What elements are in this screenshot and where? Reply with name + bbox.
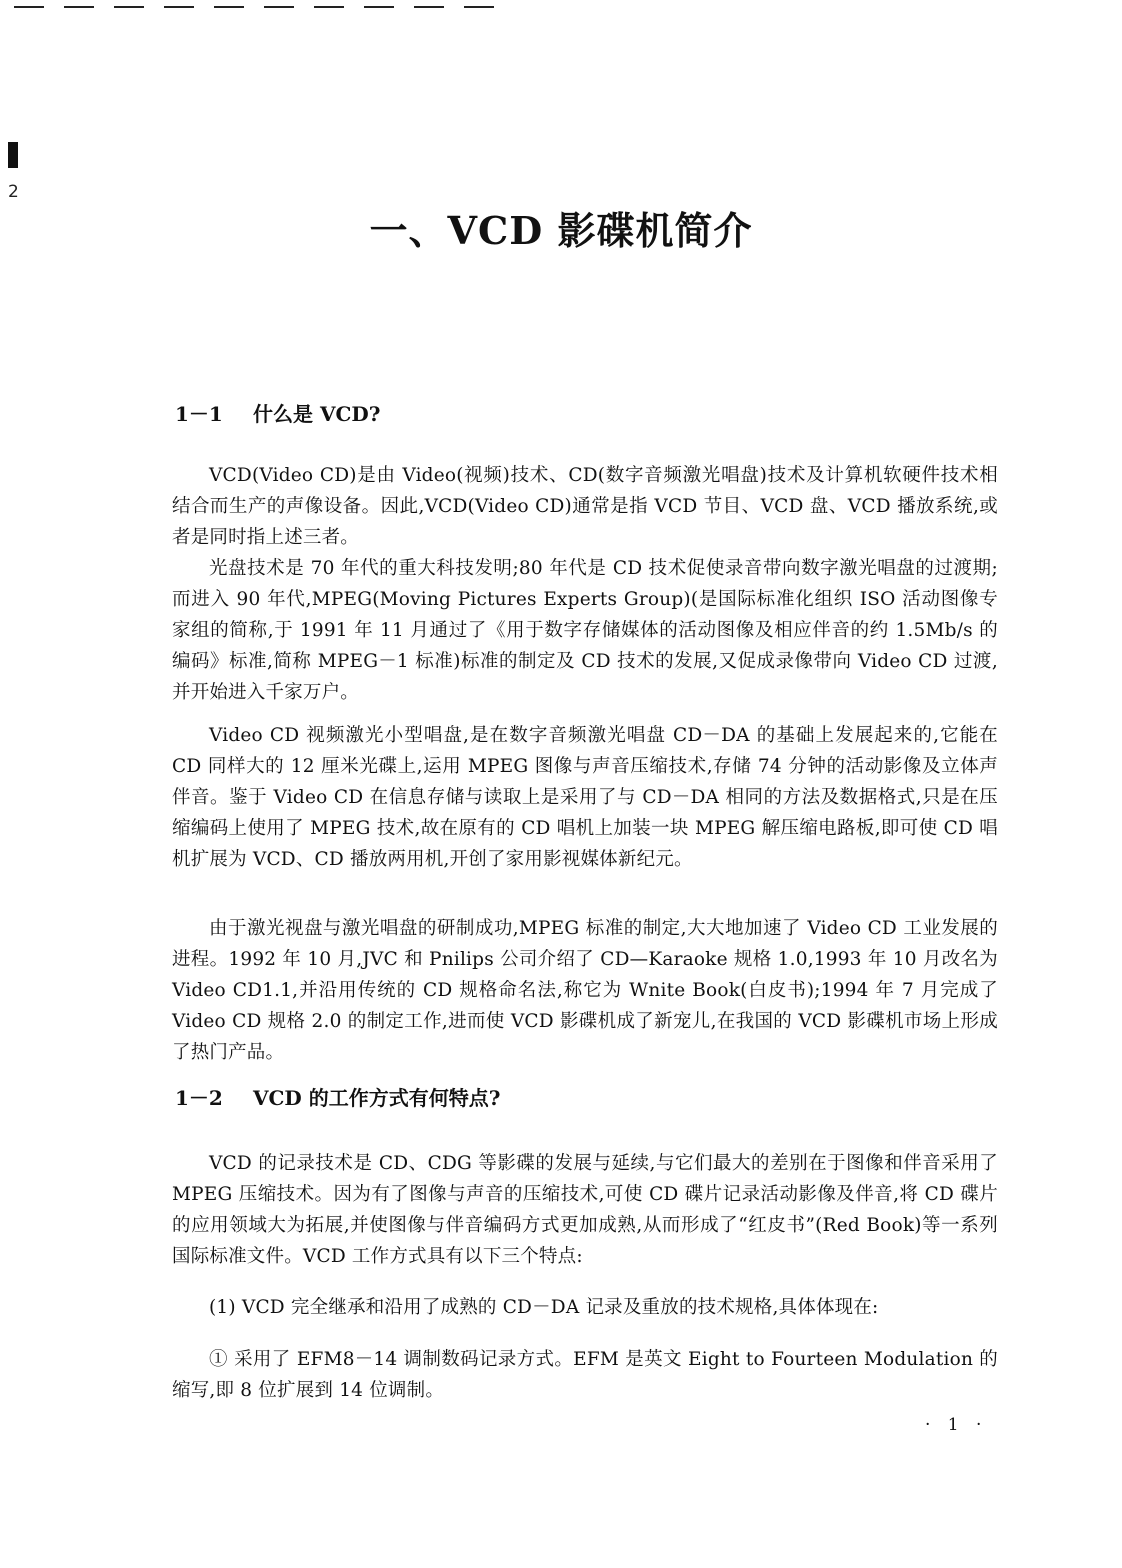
section-title: 什么是 VCD?	[253, 402, 381, 426]
list-item: ① 采用了 EFM8－14 调制数码记录方式。EFM 是英文 Eight to Fourteen Modulation 的缩写,即 8 位扩展到 14 位调制。	[172, 1349, 998, 1401]
top-edge-dashes	[14, 6, 494, 8]
section-heading-1-2	[175, 1082, 500, 1111]
list-item: (1) VCD 完全继承和沿用了成熟的 CD－DA 记录及重放的技术规格,具体体现在:	[209, 1297, 879, 1318]
chapter-title: 一、VCD 影碟机简介	[369, 208, 753, 253]
paragraph: 光盘技术是 70 年代的重大科技发明;80 年代是 CD 技术促使录音带向数字激光唱盘的过渡期;而进入 90 年代,MPEG(Moving Pictures Experts Group)(是国际标准化组织 ISO 活动图像专家组的简称,于 1991 年 11 月通过了《用于数字存储媒体的活动图像及相应伴音的约 1.5Mb/s 的编码》标准,简称 MPEG－1 标准)标准的制定及 CD 技术的发展,又促成录像带向 Video CD 过渡,并开始进入千家万户。	[172, 558, 998, 703]
margin-side-number: 2	[8, 182, 19, 202]
paragraph: 由于激光视盘与激光唱盘的研制成功,MPEG 标准的制定,大大地加速了 Video CD 工业发展的进程。1992 年 10 月,JVC 和 Pnilips 公司介绍了 CD—Karaoke 规格 1.0,1993 年 10 月改名为 Video CD1.1,并沿用传统的 CD 规格命名法,称它为 Wnite Book(白皮书);1994 年 7 月完成了 Video CD 规格 2.0 的制定工作,进而使 VCD 影碟机成了新宠儿,在我国的 VCD 影碟机市场上形成了热门产品。	[172, 918, 998, 1063]
section-number: 1－2	[175, 1086, 223, 1110]
section-title: VCD 的工作方式有何特点?	[253, 1086, 501, 1110]
page-number: · 1 ·	[925, 1415, 988, 1435]
section-heading-1-1	[175, 398, 380, 427]
paragraph: VCD(Video CD)是由 Video(视频)技术、CD(数字音频激光唱盘)技术及计算机软硬件技术相结合而生产的声像设备。因此,VCD(Video CD)通常是指 VCD 节目、VCD 盘、VCD 播放系统,或者是同时指上述三者。	[172, 465, 998, 548]
paragraph: VCD 的记录技术是 CD、CDG 等影碟的发展与延续,与它们最大的差别在于图像和伴音采用了 MPEG 压缩技术。因为有了图像与声音的压缩技术,可使 CD 碟片记录活动影像及伴音,将 CD 碟片的应用领域大为拓展,并使图像与伴音编码方式更加成熟,从而形成了“红皮书”(Red Book)等一系列国际标准文件。VCD 工作方式具有以下三个特点:	[172, 1153, 998, 1267]
margin-tab-mark	[8, 142, 18, 168]
paragraph: Video CD 视频激光小型唱盘,是在数字音频激光唱盘 CD－DA 的基础上发展起来的,它能在 CD 同样大的 12 厘米光碟上,运用 MPEG 图像与声音压缩技术,存储 74 分钟的活动影像及立体声伴音。鉴于 Video CD 在信息存储与读取上是采用了与 CD－DA 相同的方法及数据格式,只是在压缩编码上使用了 MPEG 技术,故在原有的 CD 唱机上加装一块 MPEG 解压缩电路板,即可使 CD 唱机扩展为 VCD、CD 播放两用机,开创了家用影视媒体新纪元。	[172, 725, 998, 870]
section-number: 1－1	[175, 402, 223, 426]
